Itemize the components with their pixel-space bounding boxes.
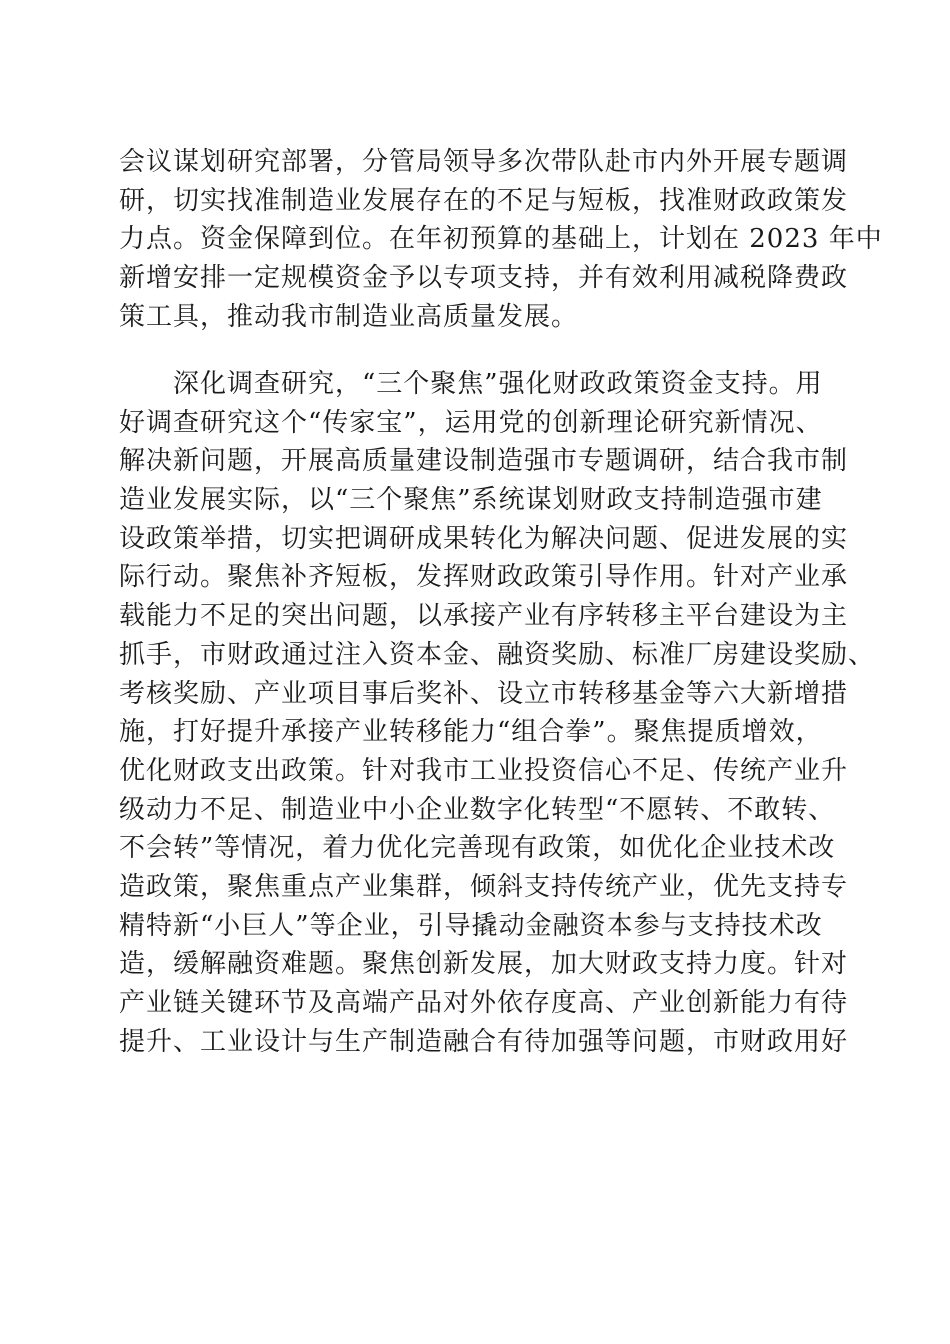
paragraph-line: 施，打好提升承接产业转移能力“组合拳”。聚焦提质增效， (119, 717, 823, 748)
paragraph-line: 产业链关键环节及高端产品对外依存度高、产业创新能力有待 (119, 988, 849, 1018)
paragraph-line: 新增安排一定规模资金予以专项支持，并有效利用减税降费政 (119, 263, 849, 294)
paragraph-line: 际行动。聚焦补齐短板，发挥财政政策引导作用。针对产业承 (119, 562, 849, 593)
paragraph-line: 造，缓解融资难题。聚焦创新发展，加大财政支持力度。针对 (119, 949, 849, 980)
paragraph-line: 造政策，聚焦重点产业集群，倾斜支持传统产业，优先支持专 (119, 871, 849, 902)
paragraph-line: 策工具，推动我市制造业高质量发展。 (119, 301, 579, 332)
paragraph-1 (119, 143, 883, 336)
paragraph-line: 造业发展实际，以“三个聚焦”系统谋划财政支持制造强市建 (119, 485, 823, 516)
paragraph-line: 精特新“小巨人”等企业，引导撬动金融资本参与支持技术改 (119, 910, 823, 941)
paragraph-line: 载能力不足的突出问题，以承接产业有序转移主平台建设为主 (119, 601, 849, 632)
paragraph-2 (119, 365, 876, 1061)
paragraph-line: 力点。资金保障到位。在年初预算的基础上，计划在 2023 年中 (119, 224, 883, 255)
paragraph-line: 好调查研究这个“传家宝”，运用党的创新理论研究新情况、 (119, 407, 823, 438)
paragraph-line: 不会转”等情况，着力优化完善现有政策，如优化企业技术改 (119, 833, 836, 864)
paragraph-line: 优化财政支出政策。针对我市工业投资信心不足、传统产业升 (119, 755, 849, 786)
paragraph-line: 考核奖励、产业项目事后奖补、设立市转移基金等六大新增措 (119, 678, 849, 709)
paragraph-line: 会议谋划研究部署，分管局领导多次带队赴市内外开展专题调 (119, 147, 849, 177)
paragraph-line: 解决新问题，开展高质量建设制造强市专题调研，结合我市制 (119, 446, 849, 477)
paragraph-line: 提升、工业设计与生产制造融合有待加强等问题，市财政用好 (119, 1026, 849, 1057)
paragraph-line: 级动力不足、制造业中小企业数字化转型“不愿转、不敢转、 (119, 794, 836, 825)
paragraph-line: 抓手，市财政通过注入资本金、融资奖励、标准厂房建设奖励、 (119, 639, 876, 670)
paragraph-line: 设政策举措，切实把调研成果转化为解决问题、促进发展的实 (119, 523, 849, 554)
paragraph-line: 深化调查研究，“三个聚焦”强化财政政策资金支持。用 (119, 369, 823, 399)
paragraph-line: 研，切实找准制造业发展存在的不足与短板，找准财政政策发 (119, 185, 849, 216)
